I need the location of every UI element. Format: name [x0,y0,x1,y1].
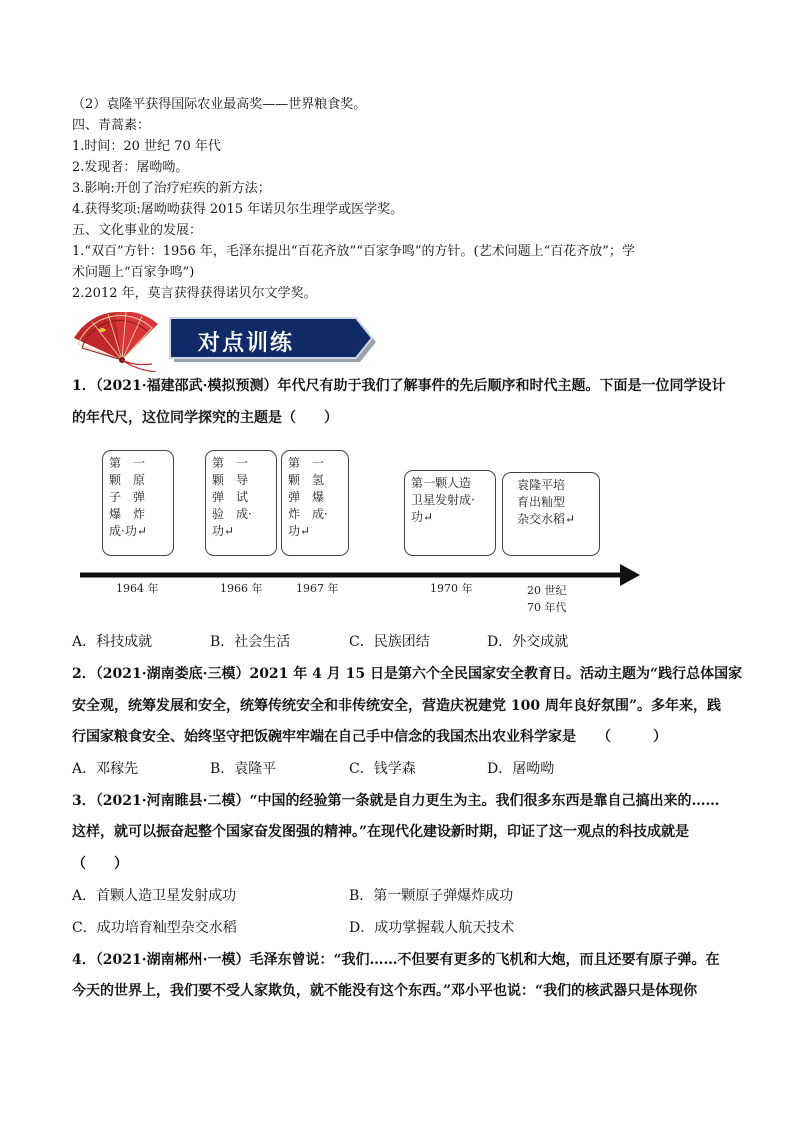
question-1-text: 的年代尺，这位同学探究的主题是（ ） [72,410,338,426]
question-3-text: （ ） [72,856,128,872]
question-2-text: 2．（2021·湖南娄底·三模）2021 年 4 月 15 日是第六个全民国家安全教育日。活动主题为“践行总体国家 [72,666,743,682]
timeline-year: 1970 年 [430,582,473,595]
note-line: 4.获得奖项:屠呦呦获得 2015 年诺贝尔生理学或医学奖。 [72,202,404,217]
timeline-year: 1967 年 [296,582,339,595]
note-line: 1.“双百”方针：1956 年，毛泽东提出“百花齐放”“百家争鸣”的方针。(艺术问题上“百花齐放”；学 [72,244,635,259]
note-line: 2.2012 年，莫言获得获得诺贝尔文学奖。 [72,286,317,301]
banner-title: 对点训练 [198,331,295,356]
answer-option[interactable]: C．民族团结 [349,634,430,650]
answer-option[interactable]: B．社会生活 [210,634,291,650]
note-line: 1.时间：20 世纪 70 年代 [72,139,221,154]
timeline-event-box: 袁隆平培 育出籼型 杂交水稻↵ [502,472,600,556]
question-1-text: 1．（2021·福建邵武·模拟预测）年代尺有助于我们了解事件的先后顺序和时代主题。下面是一位同学设计 [72,378,726,394]
question-4-text: 今天的世界上，我们要不受人家欺负，就不能没有这个东西。”邓小平也说：“我们的核武器只是体现你 [72,983,698,999]
note-line: （2）袁隆平获得国际农业最高奖——世界粮食奖。 [72,97,367,112]
question-3-text: 这样，就可以振奋起整个国家奋发图强的精神。”在现代化建设新时期，印证了这一观点的科技成就是 [72,824,690,840]
answer-option[interactable]: A．首颗人造卫星发射成功 [72,888,237,904]
answer-option[interactable]: A．邓稼先 [72,761,139,777]
timeline-event-box: 第一颗人造 卫星发射成· 功↵ [404,470,496,556]
answer-option[interactable]: D．成功掌握载人航天技术 [349,920,515,936]
answer-option[interactable]: C．钱学森 [349,761,416,777]
answer-option[interactable]: D．屠呦呦 [487,761,555,777]
answer-option[interactable]: D．外交成就 [487,634,569,650]
note-line: 2.发现者：屠呦呦。 [72,160,189,175]
timeline-year: 1964 年 [116,582,159,595]
answer-option[interactable]: B．第一颗原子弹爆炸成功 [349,888,514,904]
question-3-text: 3．（2021·河南睢县·二模）“中国的经验第一条就是自力更生为主。我们很多东西是靠自己搞出来的…… [72,793,720,809]
answer-option[interactable]: C．成功培育籼型杂交水稻 [72,920,237,936]
timeline-event-box: 第 一 颗 原 子 弹 爆 炸 成·功↵ [102,450,174,556]
answer-option[interactable]: B．袁隆平 [210,761,277,777]
question-4-text: 4．（2021·湖南郴州·一模）毛泽东曾说：“我们……不但要有更多的飞机和大炮，而且还要有原子弹。在 [72,952,720,968]
timeline-year: 1966 年 [220,582,263,595]
question-2-text: 行国家粮食安全、始终坚守把饭碗牢牢端在自己手中信念的我国杰出农业科学家是 （ ） [72,729,667,745]
note-heading: 四、青蒿素： [72,118,151,133]
note-line: 3.影响:开创了治疗疟疾的新方法； [72,181,271,196]
note-line: 术问题上“百家争鸣”) [72,265,195,280]
section-banner [70,312,390,372]
answer-option[interactable]: A．科技成就 [72,634,153,650]
note-heading: 五、文化事业的发展： [72,223,203,238]
timeline-year: 20 世纪 70 年代 [527,584,567,614]
question-2-text: 安全观，统筹发展和安全，统筹传统安全和非传统安全，营造庆祝建党 100 周年良好氛围”。多年来，践 [72,698,722,714]
timeline-event-box: 第 一 颗 导 弹 试 验 成· 功↵ [205,450,277,556]
timeline-event-box: 第 一 颗 氢 弹 爆 炸 成· 功↵ [281,450,349,556]
